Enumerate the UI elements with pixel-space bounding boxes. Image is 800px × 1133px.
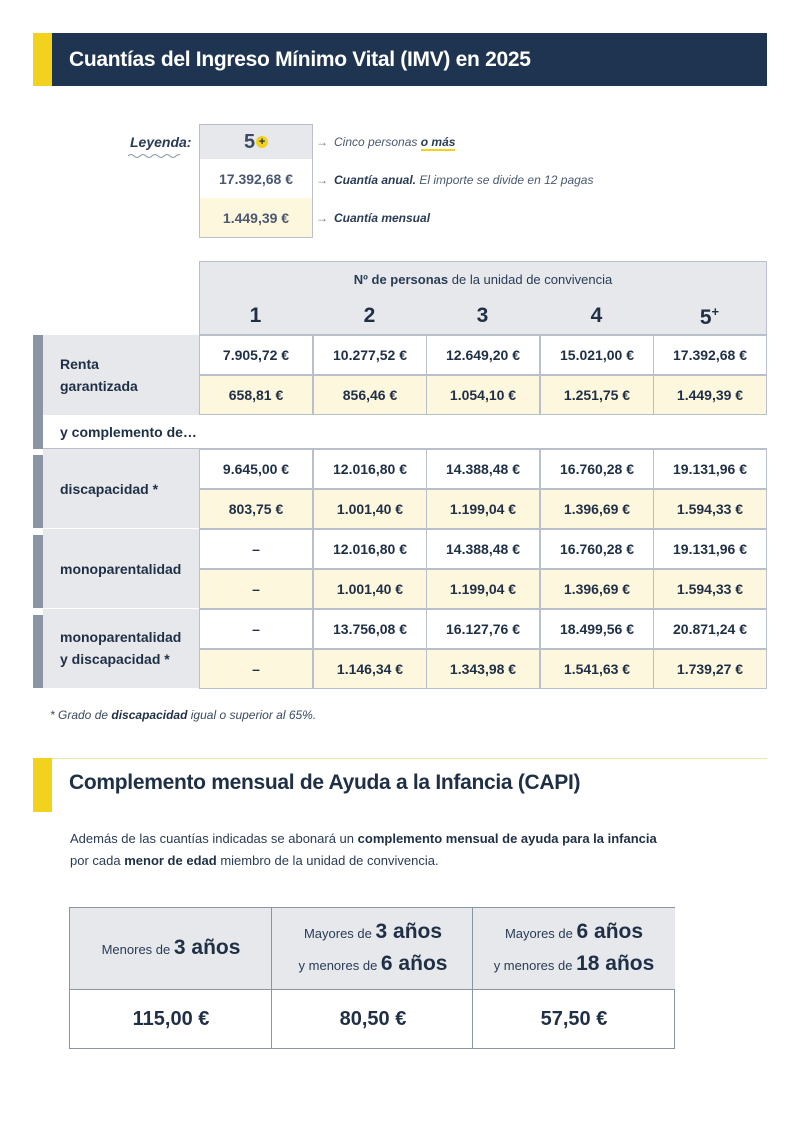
capi-column-divider xyxy=(271,908,272,1048)
row-group-bar xyxy=(33,415,43,449)
legend-note-persons: → Cinco personas o más xyxy=(316,135,456,149)
table-header-title: Nº de personas de la unidad de convivencia xyxy=(353,272,613,287)
annual-amount-cell: 16.760,28 € xyxy=(540,449,654,489)
annual-amount-cell: 9.645,00 € xyxy=(199,449,313,489)
y-complemento-label: y complemento de… xyxy=(60,424,197,440)
annual-amount-cell: 12.016,80 € xyxy=(313,449,427,489)
legend-note-monthly: → Cuantía mensual xyxy=(316,211,431,225)
monthly-amount-cell: 1.001,40 € xyxy=(313,489,427,529)
monthly-amount-cell: 1.001,40 € xyxy=(313,569,427,609)
row-group-bar xyxy=(33,535,43,608)
legend-monthly-box: 1.449,39 € xyxy=(199,198,313,238)
annual-amount-cell: 12.649,20 € xyxy=(426,335,540,375)
annual-amount-cell: 19.131,96 € xyxy=(653,529,767,569)
monthly-amount-cell: 856,46 € xyxy=(313,375,427,415)
annual-amount-cell: – xyxy=(199,529,313,569)
title-accent xyxy=(33,33,52,86)
annual-amount-cell: 19.131,96 € xyxy=(653,449,767,489)
legend-underline-wave xyxy=(128,153,180,159)
section-divider xyxy=(33,758,767,759)
monthly-amount-cell: 1.054,10 € xyxy=(426,375,540,415)
legend-persons-value: 5 xyxy=(243,130,256,153)
monthly-amount-cell: 1.343,98 € xyxy=(426,649,540,689)
legend-note-annual: → Cuantía anual. El importe se divide en 12 pagas xyxy=(316,173,594,187)
monthly-amount-cell: 1.594,33 € xyxy=(653,569,767,609)
annual-amount-cell: 15.021,00 € xyxy=(540,335,654,375)
annual-amount-cell: 20.871,24 € xyxy=(653,609,767,649)
monthly-amount-cell: 803,75 € xyxy=(199,489,313,529)
arrow-right-icon: → xyxy=(316,211,328,225)
monthly-amount-cell: 1.449,39 € xyxy=(653,375,767,415)
plus-circle-icon: + xyxy=(256,136,268,148)
capi-paragraph: Además de las cuantías indicadas se abonará un complemento mensual de ayuda para la infancia por cada menor de edad miembro de la unidad de convivencia. xyxy=(70,831,657,868)
monthly-amount-cell: 1.251,75 € xyxy=(540,375,654,415)
row-label-monoparentalidad: monoparentalidad xyxy=(60,561,182,577)
row-group-bar xyxy=(33,335,43,415)
monthly-amount-cell: 1.199,04 € xyxy=(426,489,540,529)
annual-amount-cell: 12.016,80 € xyxy=(313,529,427,569)
page-title: Cuantías del Ingreso Mínimo Vital (IMV) en 2025 xyxy=(69,48,531,71)
capi-column-divider xyxy=(472,908,473,1048)
capi-header-cell: Mayores de 3 años y menores de 6 años xyxy=(272,908,474,989)
capi-header-cell: Mayores de 6 años y menores de 18 años xyxy=(473,908,675,989)
row-label-renta: Renta garantizada xyxy=(60,356,138,394)
footnote: * Grado de discapacidad igual o superior al 65%. xyxy=(50,708,317,722)
annual-amount-cell: 14.388,48 € xyxy=(426,529,540,569)
annual-amount-cell: 10.277,52 € xyxy=(313,335,427,375)
monthly-amount-cell: 1.396,69 € xyxy=(540,489,654,529)
column-header: 5+ xyxy=(699,304,720,329)
annual-amount-cell: 18.499,56 € xyxy=(540,609,654,649)
capi-value-cell: 115,00 € xyxy=(70,989,272,1048)
column-header: 2 xyxy=(363,304,376,327)
annual-amount-cell: 16.127,76 € xyxy=(426,609,540,649)
capi-value-cell: 80,50 € xyxy=(272,989,474,1048)
capi-header-cell: Menores de 3 años xyxy=(70,908,272,989)
column-header: 1 xyxy=(249,304,262,327)
monthly-amount-cell: 658,81 € xyxy=(199,375,313,415)
row-group-bar xyxy=(33,455,43,528)
column-header: 3 xyxy=(476,304,489,327)
monthly-amount-cell: 1.199,04 € xyxy=(426,569,540,609)
capi-title: Complemento mensual de Ayuda a la Infancia (CAPI) xyxy=(69,771,581,794)
arrow-right-icon: → xyxy=(316,135,328,149)
row-group-bar xyxy=(33,615,43,688)
monthly-amount-cell: 1.594,33 € xyxy=(653,489,767,529)
arrow-right-icon: → xyxy=(316,173,328,187)
capi-value-cell: 57,50 € xyxy=(473,989,675,1048)
section-accent xyxy=(33,758,52,812)
annual-amount-cell: 7.905,72 € xyxy=(199,335,313,375)
legend-label: Leyenda: xyxy=(130,134,192,150)
row-label-monoparentalidad-discapacidad: monoparentalidad y discapacidad * xyxy=(60,629,182,667)
monthly-amount-cell: – xyxy=(199,569,313,609)
row-label-discapacidad: discapacidad * xyxy=(60,481,159,497)
annual-amount-cell: 13.756,08 € xyxy=(313,609,427,649)
annual-amount-cell: 17.392,68 € xyxy=(653,335,767,375)
annual-amount-cell: 14.388,48 € xyxy=(426,449,540,489)
column-header: 4 xyxy=(590,304,603,327)
legend-annual-box: 17.392,68 € xyxy=(199,159,313,199)
legend-persons-box xyxy=(199,124,313,160)
annual-amount-cell: 16.760,28 € xyxy=(540,529,654,569)
monthly-amount-cell: 1.541,63 € xyxy=(540,649,654,689)
monthly-amount-cell: 1.739,27 € xyxy=(653,649,767,689)
monthly-amount-cell: – xyxy=(199,649,313,689)
monthly-amount-cell: 1.146,34 € xyxy=(313,649,427,689)
monthly-amount-cell: 1.396,69 € xyxy=(540,569,654,609)
annual-amount-cell: – xyxy=(199,609,313,649)
